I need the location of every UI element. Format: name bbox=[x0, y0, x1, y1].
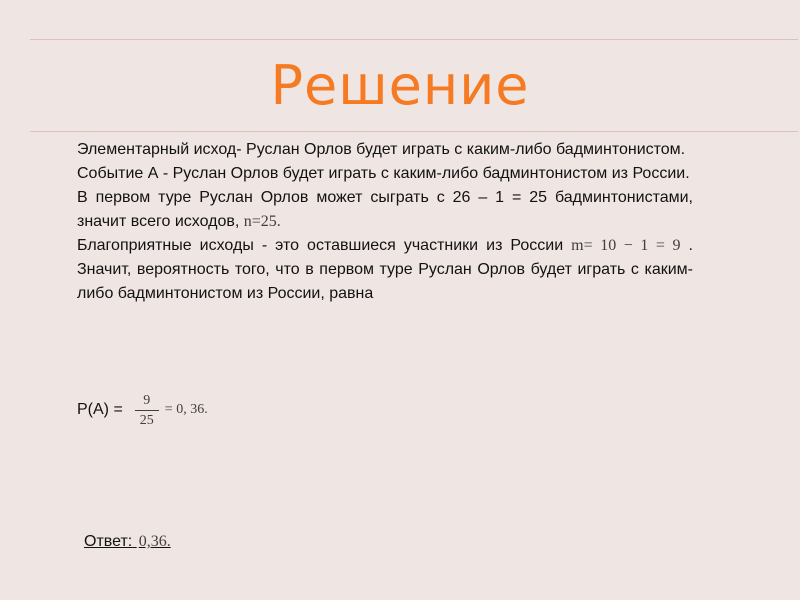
favorable-outcomes-value: m= 10 − 1 = 9 bbox=[571, 237, 681, 254]
total-outcomes-text: В первом туре Руслан Орлов может сыграть с 26 – 1 = 25 бадминтонистами, значит всего исходов, bbox=[77, 189, 693, 230]
total-outcomes-value: n=25. bbox=[243, 213, 281, 230]
solution-text bbox=[77, 138, 693, 306]
top-divider bbox=[30, 39, 798, 40]
paragraph-event-a: Событие А - Руслан Орлов будет играть с каким-либо бадминтонистом из России. bbox=[77, 165, 690, 182]
favorable-outcomes-text-start: Благоприятные исходы - это оставшиеся участники из России bbox=[77, 237, 572, 254]
slide-title: Решение bbox=[270, 54, 530, 117]
formula-left-side: P(A) = bbox=[77, 401, 123, 418]
fraction-line bbox=[135, 410, 159, 411]
answer-value: 0,36. bbox=[138, 533, 171, 550]
favorable-outcomes-text-end: . Значит, вероятность того, что в первом туре Руслан Орлов будет играть с каким-либо бадминтонистом из России, равна bbox=[77, 237, 693, 302]
probability-formula bbox=[77, 386, 208, 434]
answer-label: Ответ: bbox=[84, 533, 133, 550]
formula-result: = 0, 36. bbox=[164, 402, 208, 417]
formula-fraction bbox=[135, 393, 159, 428]
fraction-denominator: 25 bbox=[139, 412, 154, 428]
paragraph-favorable-outcomes bbox=[77, 234, 693, 306]
answer-line bbox=[84, 532, 171, 552]
bottom-divider bbox=[30, 131, 798, 132]
paragraph-total-outcomes bbox=[77, 186, 693, 234]
paragraph-elementary-outcome: Элементарный исход- Руслан Орлов будет играть с каким-либо бадминтонистом. bbox=[77, 141, 686, 158]
fraction-numerator: 9 bbox=[143, 392, 151, 408]
